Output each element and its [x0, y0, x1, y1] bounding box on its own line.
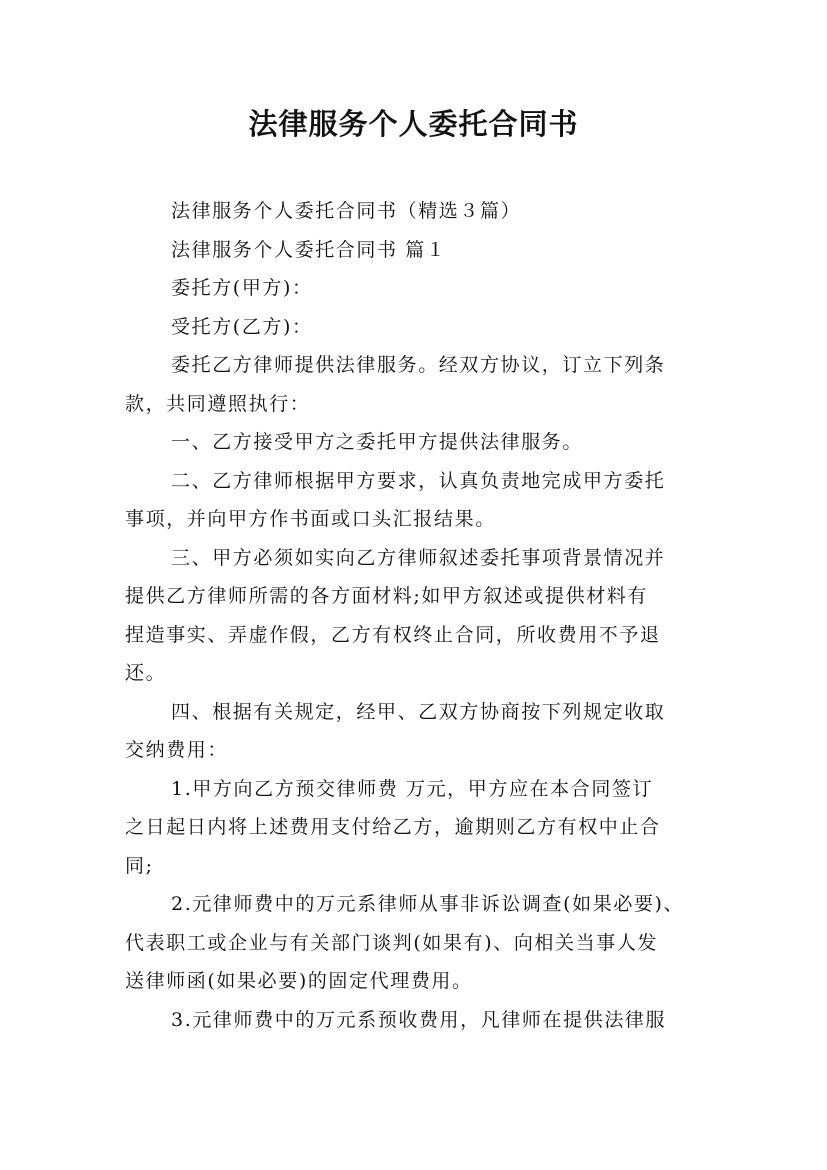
doc-line: 款，共同遵照执行： [125, 392, 311, 415]
doc-line: 2.元律师费中的万元系律师从事非诉讼调查(如果必要)、 [171, 893, 685, 915]
doc-line: 法律服务个人委托合同书 篇１ [171, 238, 447, 261]
doc-line: 三、甲方必须如实向乙方律师叙述委托事项背景情况并 [171, 546, 666, 569]
document-body [125, 192, 710, 1039]
doc-line: 四、根据有关规定，经甲、乙双方协商按下列规定收取 [171, 700, 666, 723]
doc-line: 之日起日内将上述费用支付给乙方，逾期则乙方有权中止合 [125, 816, 661, 838]
document-title: 法律服务个人委托合同书 [248, 107, 579, 141]
doc-line: 还。 [125, 662, 167, 684]
doc-line: 交纳费用： [125, 739, 229, 761]
doc-line: 一、乙方接受甲方之委托甲方提供法律服务。 [171, 431, 584, 453]
doc-line: 提供乙方律师所需的各方面材料;如甲方叙述或提供材料有 [125, 585, 649, 607]
doc-line: 委托方(甲方)： [171, 277, 313, 299]
doc-line: 二、乙方律师根据甲方要求，认真负责地完成甲方委托 [171, 469, 666, 492]
doc-line: 事项，并向甲方作书面或口头汇报结果。 [125, 508, 496, 530]
doc-line: 捏造事实、弄虚作假，乙方有权终止合同，所收费用不予退 [125, 623, 661, 646]
doc-line: 1.甲方向乙方预交律师费 万元，甲方应在本合同签订 [171, 777, 654, 800]
doc-line: 委托乙方律师提供法律服务。经双方协议，订立下列条 [171, 354, 666, 376]
doc-line: 同; [125, 854, 154, 877]
doc-line: 受托方(乙方)： [171, 315, 313, 338]
doc-line: 送律师函(如果必要)的固定代理费用。 [125, 970, 473, 992]
doc-line: 代表职工或企业与有关部门谈判(如果有)、向相关当事人发 [125, 931, 659, 954]
doc-line: 3.元律师费中的万元系预收费用，凡律师在提供法律服 [171, 1008, 667, 1031]
doc-line: 法律服务个人委托合同书（精选３篇） [171, 200, 522, 222]
